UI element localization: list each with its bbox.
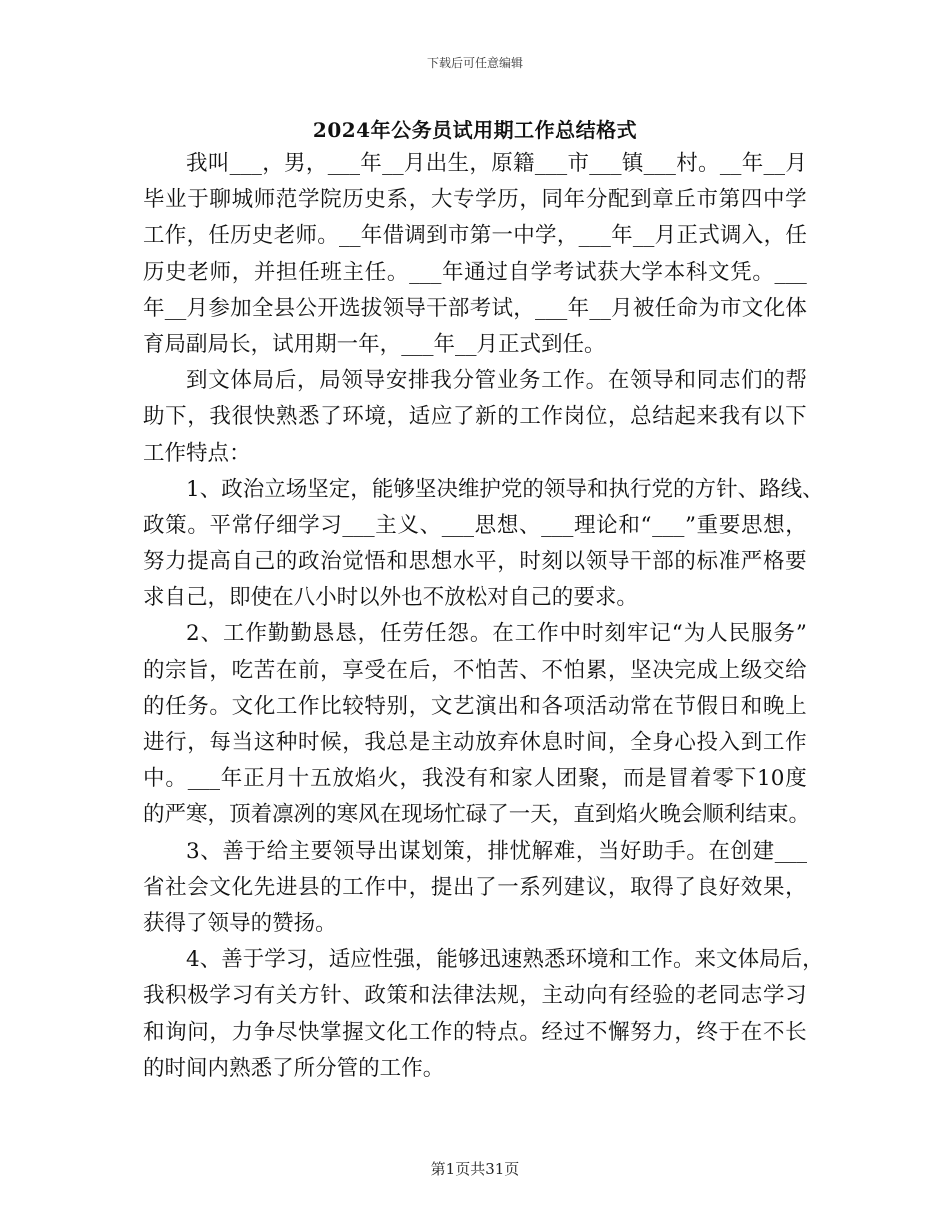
body-line: 年 __ 月 参 加 全 县 公 开 选 拔 领 导 干 部 考 试 ， ___ 年 __ 月 被 任 命 为 市 文 化 体	[143, 295, 807, 321]
body-line: 的 任 务 。 文 化 工 作 比 较 特 别 ， 文 艺 演 出 和 各 项 活 动 常 在 节 假 日 和 晚 上	[143, 693, 807, 719]
body-line: 和 询 问 ， 力 争 尽 快 掌 握 文 化 工 作 的 特 点 。 经 过 不 懈 努 力 ， 终 于 在 不 长	[143, 1019, 807, 1045]
body-line: 1 、 政 治 立 场 坚 定 ， 能 够 坚 决 维 护 党 的 领 导 和 执 行 党 的 方 针 、 路 线 、	[186, 476, 824, 502]
body-line: 的 时 间 内 熟 悉 了 所 分 管 的 工 作 。	[143, 1055, 445, 1081]
body-line: 2 、 工 作 勤 勤 恳 恳 ， 任 劳 任 怨 。 在 工 作 中 时 刻 牢 记 “ 为 人 民 服 务 ”	[186, 621, 807, 647]
body-line: 到 文 体 局 后 ， 局 领 导 安 排 我 分 管 业 务 工 作 。 在 领 导 和 同 志 们 的 帮	[186, 368, 807, 394]
body-line: 中 。 ___ 年 正 月 十 五 放 焰 火 ， 我 没 有 和 家 人 团 聚 ， 而 是 冒 着 零 下 10 度	[143, 766, 807, 792]
body-line: 历 史 老 师 ， 并 担 任 班 主 任 。 ___ 年 通 过 自 学 考 试 获 大 学 本 科 文 凭 。 ___	[143, 259, 807, 285]
body-line: 努 力 提 高 自 己 的 政 治 觉 悟 和 思 想 水 平 ， 时 刻 以 领 导 干 部 的 标 准 严 格 要	[143, 549, 807, 575]
body-line: 育 局 副 局 长 ， 试 用 期 一 年 ， ___ 年 __ 月 正 式 到 任 。	[143, 331, 606, 357]
document-body	[143, 146, 824, 1087]
body-line: 获 得 了 领 导 的 赞 扬 。	[143, 910, 337, 936]
body-line: 进 行 ， 每 当 这 种 时 候 ， 我 总 是 主 动 放 弃 休 息 时 间 ， 全 身 心 投 入 到 工 作	[143, 730, 807, 755]
body-line: 工 作 特 点 ：	[143, 440, 251, 466]
body-line: 求 自 己 ， 即 使 在 八 小 时 以 外 也 不 放 松 对 自 己 的 要 求 。	[143, 585, 638, 611]
body-line: 省 社 会 文 化 先 进 县 的 工 作 中 ， 提 出 了 一 系 列 建 议 ， 取 得 了 良 好 效 果 ，	[143, 874, 807, 900]
body-line: 助 下 ， 我 很 快 熟 悉 了 环 境 ， 适 应 了 新 的 工 作 岗 位 ， 总 结 起 来 我 有 以 下	[143, 404, 807, 430]
body-line: 我 叫 ___ ， 男 ， ___ 年 __ 月 出 生 ， 原 籍 ___ 市 ___ 镇 ___ 村 。 __ 年 __ 月	[186, 151, 807, 176]
page-header-note: 下载后可任意编辑	[426, 56, 523, 70]
body-line: 工 作 ， 任 历 史 老 师 。 __ 年 借 调 到 市 第 一 中 学 ， ___ 年 __ 月 正 式 调 入 ， 任	[143, 223, 807, 249]
body-line: 的 宗 旨 ， 吃 苦 在 前 ， 享 受 在 后 ， 不 怕 苦 、 不 怕 累 ， 坚 决 完 成 上 级 交 给	[143, 657, 807, 683]
body-line: 毕 业 于 聊 城 师 范 学 院 历 史 系 ， 大 专 学 历 ， 同 年 分 配 到 章 丘 市 第 四 中 学	[143, 187, 807, 213]
body-line: 政 策 。 平 常 仔 细 学 习 ___ 主 义 、 ___ 思 想 、 ___ 理 论 和 “ ___ ” 重 要 思 想 ，	[143, 512, 807, 538]
page-footer: 第1页共31页	[430, 1160, 520, 1178]
document-title: 2024年公务员试用期工作总结格式	[312, 118, 638, 142]
body-line: 4 、 善 于 学 习 ， 适 应 性 强 ， 能 够 迅 速 熟 悉 环 境 和 工 作 。 来 文 体 局 后 ，	[186, 947, 824, 973]
body-line: 的 严 寒 ， 顶 着 凛 冽 的 寒 风 在 现 场 忙 碌 了 一 天 ， 直 到 焰 火 晚 会 顺 利 结 束 。	[143, 802, 810, 828]
body-line: 我 积 极 学 习 有 关 方 针 、 政 策 和 法 律 法 规 ， 主 动 向 有 经 验 的 老 同 志 学 习	[143, 983, 807, 1009]
body-line: 3 、 善 于 给 主 要 领 导 出 谋 划 策 ， 排 忧 解 难 ， 当 好 助 手 。 在 创 建 ___	[186, 838, 807, 864]
